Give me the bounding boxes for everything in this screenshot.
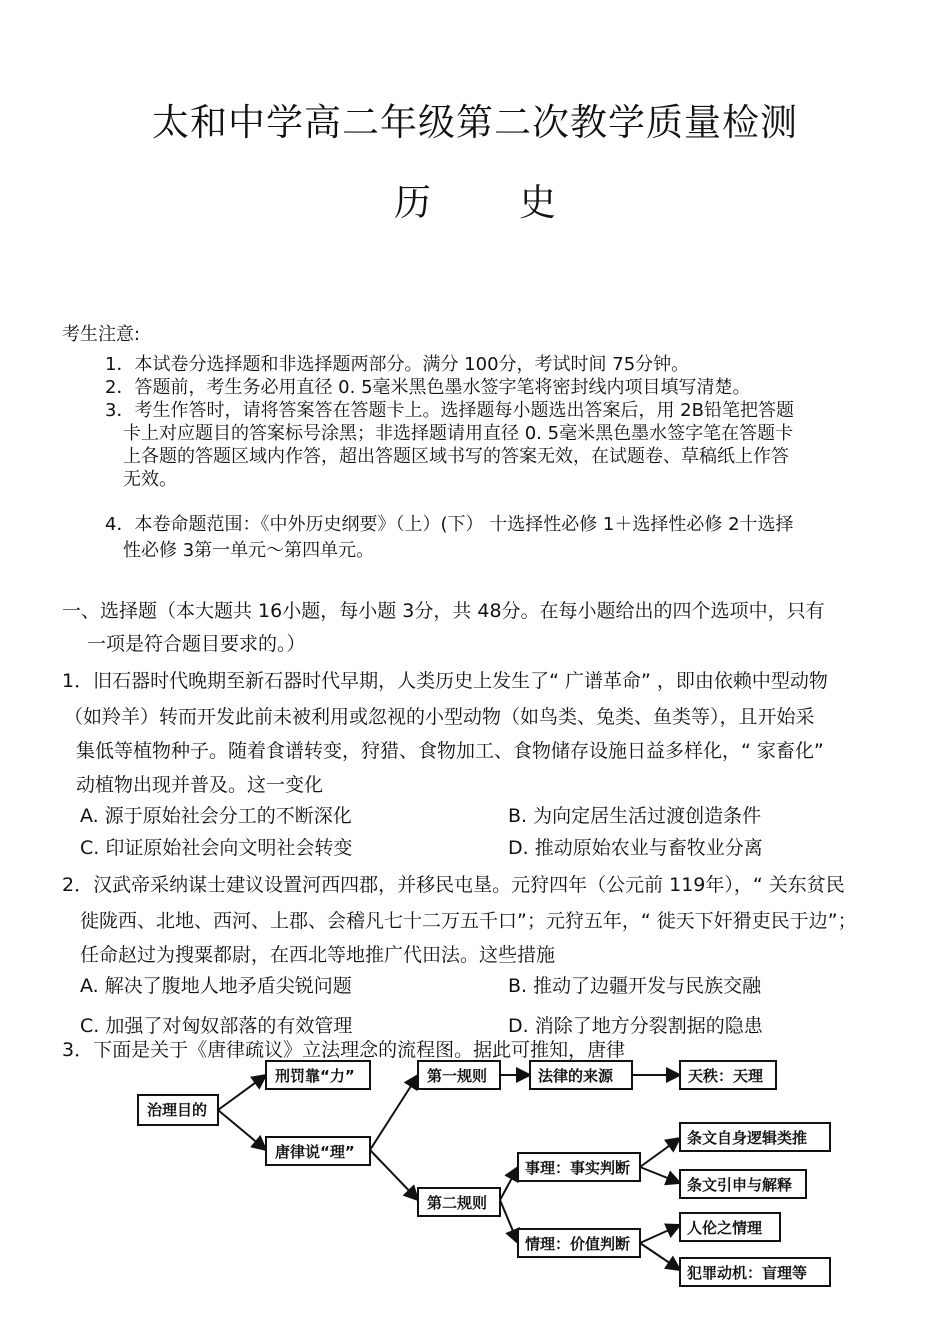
node-rule2: 第二规则 (427, 1194, 488, 1212)
node-human: 人伦之情理 (687, 1219, 763, 1237)
node-value: 情理：价值判断 (525, 1235, 631, 1253)
notice-item: 2．答题前，考生务必用直径 0. 5毫米黑色墨水签字笔将密封线内项目填写清楚。 (105, 377, 751, 398)
notice-item: 4．本卷命题范围：《中外历史纲要》（上）(下） 十选择性必修 1＋选择性必修 2十选择 (105, 514, 794, 535)
section-heading-cont: 一项是符合题目要求的。） (87, 633, 306, 655)
node-rule1: 第一规则 (427, 1067, 488, 1085)
question-stem: 2．汉武帝采纳谋士建议设置河西四郡，并移民屯垦。元狩四年（公元前 119年），“ 关东贫民 (62, 874, 845, 896)
question-stem-cont: 任命赵过为搜粟都尉，在西北等地推广代田法。这些措施 (80, 944, 556, 966)
option-c[interactable]: C. 印证原始社会向文明社会转变 (80, 837, 353, 859)
notice-item: 3．考生作答时，请将答案答在答题卡上。选择题每小题选出答案后，用 2B铅笔把答题 (105, 400, 794, 421)
node-cite: 条文引申与解释 (687, 1176, 793, 1194)
notice-item-cont: 上各题的答题区域内作答，超出答题区域书写的答案无效，在试题卷、草稿纸上作答 (123, 446, 789, 467)
node-reason: 唐律说“理” (275, 1143, 355, 1161)
option-d[interactable]: D. 推动原始农业与畜牧业分离 (508, 837, 763, 859)
option-a[interactable]: A. 源于原始社会分工的不断深化 (80, 805, 352, 827)
question-stem-cont: 动植物出现并普及。这一变化 (76, 774, 324, 796)
question-stem: 1．旧石器时代晚期至新石器时代早期，人类历史上发生了“ 广谱革命” ，即由依赖中型动物 (62, 670, 828, 692)
node-root: 治理目的 (147, 1101, 208, 1119)
notice-item-cont: 卡上对应题目的答案标号涂黑；非选择题请用直径 0. 5毫米黑色墨水签字笔在答题卡 (123, 423, 794, 444)
notice-heading: 考生注意: (62, 324, 141, 345)
node-logic: 条文自身逻辑类推 (687, 1129, 808, 1147)
notice-item-cont: 性必修 3第一单元～第四单元。 (123, 540, 375, 561)
question-stem-cont: （如羚羊）转而开发此前未被利用或忽视的小型动物（如鸟类、兔类、鱼类等），且开始采 (64, 706, 815, 728)
question-stem-cont: 集低等植物种子。随着食谱转变，狩猎、食物加工、食物储存设施日益多样化，“ 家畜化” (76, 740, 824, 762)
subject-char: 史 (519, 181, 556, 224)
section-heading: 一、选择题（本大题共 16小题，每小题 3分，共 48分。在每小题给出的四个选项中，只有 (62, 600, 825, 622)
notice-item: 1．本试卷分选择题和非选择题两部分。满分 100分，考试时间 75分钟。 (105, 354, 690, 375)
node-fact: 事理：事实判断 (525, 1159, 631, 1177)
page-title: 太和中学高二年级第二次教学质量检测 (152, 101, 798, 144)
node-heaven: 天秩：天理 (688, 1067, 764, 1085)
option-a[interactable]: A. 解决了腹地人地矛盾尖锐问题 (80, 975, 352, 997)
option-b[interactable]: B. 为向定居生活过渡创造条件 (508, 805, 762, 827)
option-b[interactable]: B. 推动了边疆开发与民族交融 (508, 975, 762, 997)
option-c[interactable]: C. 加强了对匈奴部落的有效管理 (80, 1015, 353, 1037)
node-motive: 犯罪动机：盲理等 (687, 1264, 808, 1282)
node-force: 刑罚靠“力” (275, 1067, 355, 1085)
option-d[interactable]: D. 消除了地方分裂割据的隐患 (508, 1015, 763, 1037)
subject-char: 历 (394, 181, 431, 224)
question-stem-cont: 徙陇西、北地、西河、上郡、会稽凡七十二万五千口”；元狩五年，“ 徙天下奸猾吏民于边”； (80, 910, 857, 932)
question-stem: 3．下面是关于《唐律疏议》立法理念的流程图。据此可推知，唐律 (62, 1039, 626, 1061)
notice-item-cont: 无效。 (123, 469, 177, 490)
node-law-source: 法律的来源 (538, 1067, 614, 1085)
